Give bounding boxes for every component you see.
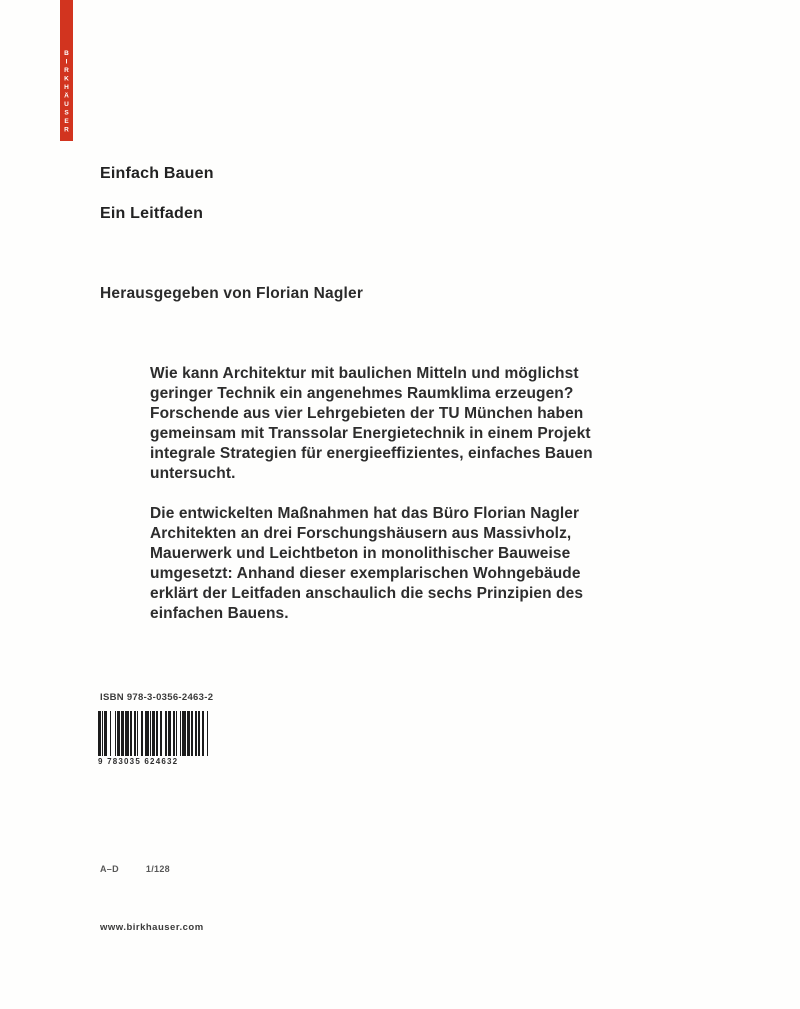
blurb-paragraph-1: Wie kann Architektur mit baulichen Mitteln und möglichst geringer Technik ein angenehmes Raumklima erzeugen? Forschende aus vier Lehrgebieten der TU München haben gemeinsam mit Transsolar Energietechnik in einem Projekt integrale Strategien für energieeffizientes, einfaches Bauen untersucht. xyxy=(150,365,593,482)
publisher-logo-strip xyxy=(60,0,73,141)
print-code-number: 1/128 xyxy=(145,864,170,874)
book-title: Einfach Bauen xyxy=(100,165,214,182)
print-code-range: A–D xyxy=(100,864,119,874)
print-edition-code xyxy=(100,864,170,874)
barcode-bars xyxy=(98,711,216,756)
blurb-paragraph-2: Die entwickelten Maßnahmen hat das Büro Florian Nagler Architekten an drei Forschungshäusern aus Massivholz, Mauerwerk und Leichtbeton in monolithischer Bauweise umgesetzt: Anhand dieser exemplarischen Wohngebäude erklärt der Leitfaden anschaulich die sechs Prinzipien des einfachen Bauens. xyxy=(150,505,584,622)
publisher-logo-text: BIRKHÄUSER xyxy=(63,50,70,135)
barcode-digits: 9 783035 624632 xyxy=(98,757,179,766)
publisher-website: www.birkhauser.com xyxy=(100,922,204,933)
isbn-label: ISBN 978-3-0356-2463-2 xyxy=(100,692,214,703)
isbn-barcode xyxy=(98,711,216,771)
editor-credit: Herausgegeben von Florian Nagler xyxy=(100,285,364,302)
book-subtitle: Ein Leitfaden xyxy=(100,205,204,222)
barcode-space xyxy=(208,711,209,756)
